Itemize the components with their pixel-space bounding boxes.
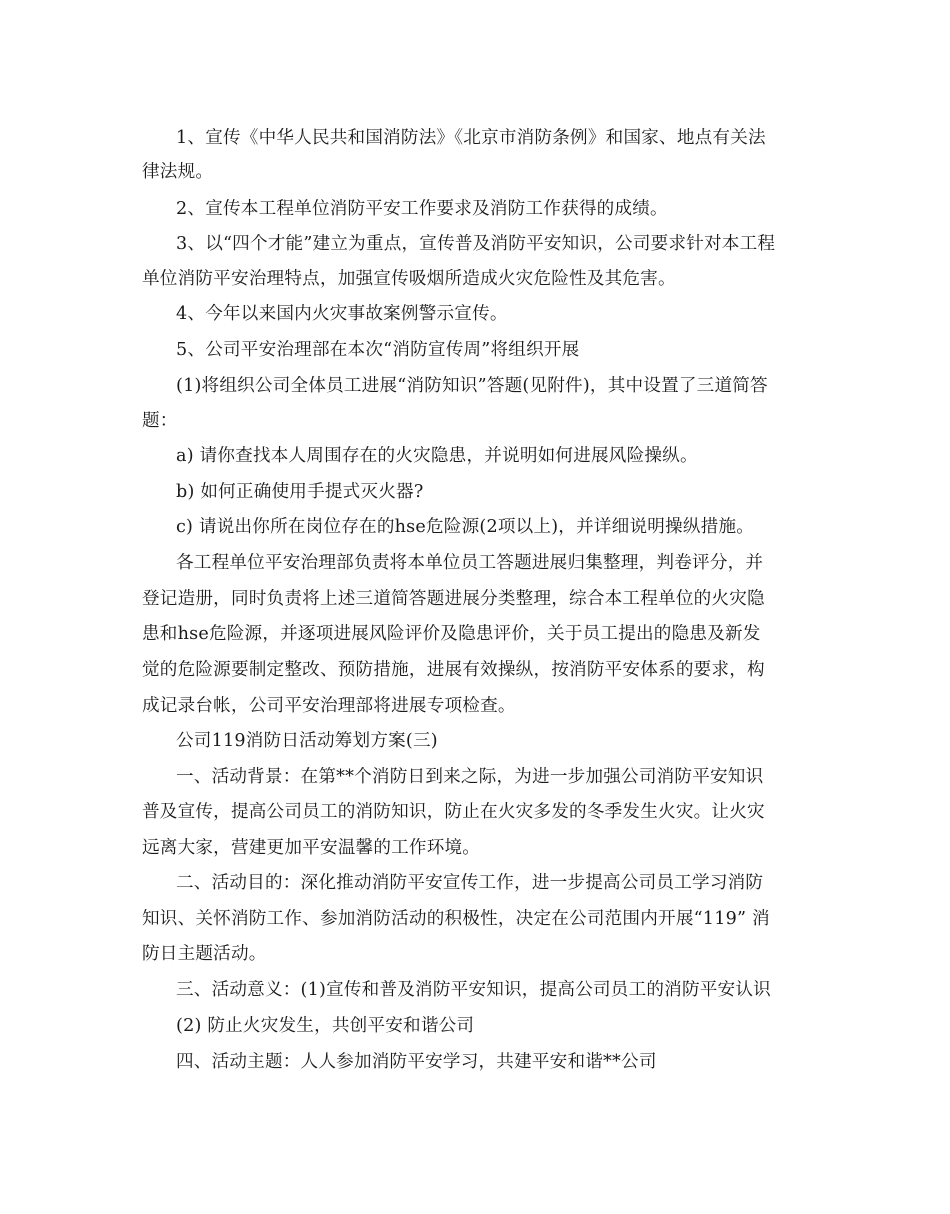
- paragraph-line: 2、宣传本工程单位消防平安工作要求及消防工作获得的成绩。: [176, 199, 668, 219]
- paragraph-line: 三、活动意义：(1)宣传和普及消防平安知识，提高公司员工的消防平安认识: [176, 980, 771, 1000]
- section-heading: 公司119消防日活动筹划方案(三): [176, 731, 438, 751]
- paragraph-line: 登记造册，同时负责将上述三道简答题进展分类整理，综合本工程单位的火灾隐: [142, 589, 765, 609]
- paragraph-line: 普及宣传，提高公司员工的消防知识，防止在火灾多发的冬季发生火灾。让火灾: [142, 802, 765, 822]
- paragraph-line: (2) 防止火灾发生，共创平安和谐公司: [176, 1016, 475, 1036]
- paragraph-line: 一、活动背景：在第**个消防日到来之际，为进一步加强公司消防平安知识: [176, 767, 764, 787]
- paragraph-line: 二、活动目的：深化推动消防平安宣传工作，进一步提高公司员工学习消防: [176, 873, 764, 893]
- paragraph-line: 成记录台帐，公司平安治理部将进展专项检查。: [142, 696, 516, 716]
- paragraph-line: 单位消防平安治理特点，加强宣传吸烟所造成火灾危险性及其危害。: [142, 269, 676, 289]
- paragraph-line: 防日主题活动。: [142, 944, 267, 964]
- paragraph-line: 觉的危险源要制定整改、预防措施，进展有效操纵，按消防平安体系的要求，构: [142, 660, 765, 680]
- paragraph-line: 4、今年以来国内火灾事故案例警示宣传。: [176, 304, 508, 324]
- paragraph-line: 律法规。: [142, 162, 214, 182]
- paragraph-line: a) 请你查找本人周围存在的火灾隐患，并说明如何进展风险操纵。: [176, 446, 698, 466]
- paragraph-line: 1、宣传《中华人民共和国消防法》《北京市消防条例》和国家、地点有关法: [176, 128, 766, 148]
- paragraph-line: 远离大家，营建更加平安温馨的工作环境。: [142, 838, 481, 858]
- paragraph-line: c) 请说出你所在岗位存在的hse危险源(2项以上)，并详细说明操纵措施。: [176, 517, 755, 537]
- paragraph-line: 5、公司平安治理部在本次“消防宣传周”将组织开展: [176, 340, 580, 360]
- paragraph-line: (1)将组织公司全体员工进展“消防知识”答题(见附件)，其中设置了三道简答: [176, 376, 768, 396]
- paragraph-line: 知识、关怀消防工作、参加消防活动的积极性，决定在公司范围内开展“119” 消: [142, 909, 770, 929]
- paragraph-line: 四、活动主题：人人参加消防平安学习，共建平安和谐**公司: [176, 1052, 657, 1072]
- paragraph-line: 题：: [142, 411, 178, 431]
- paragraph-line: 3、以“四个才能”建立为重点，宣传普及消防平安知识，公司要求针对本工程: [176, 234, 776, 254]
- paragraph-line: b) 如何正确使用手提式灭火器?: [176, 482, 424, 502]
- paragraph-line: 患和hse危险源，并逐项进展风险评价及隐患评价，关于员工提出的隐患及新发: [142, 624, 761, 644]
- paragraph-line: 各工程单位平安治理部负责将本单位员工答题进展归集整理，判卷评分，并: [176, 553, 764, 573]
